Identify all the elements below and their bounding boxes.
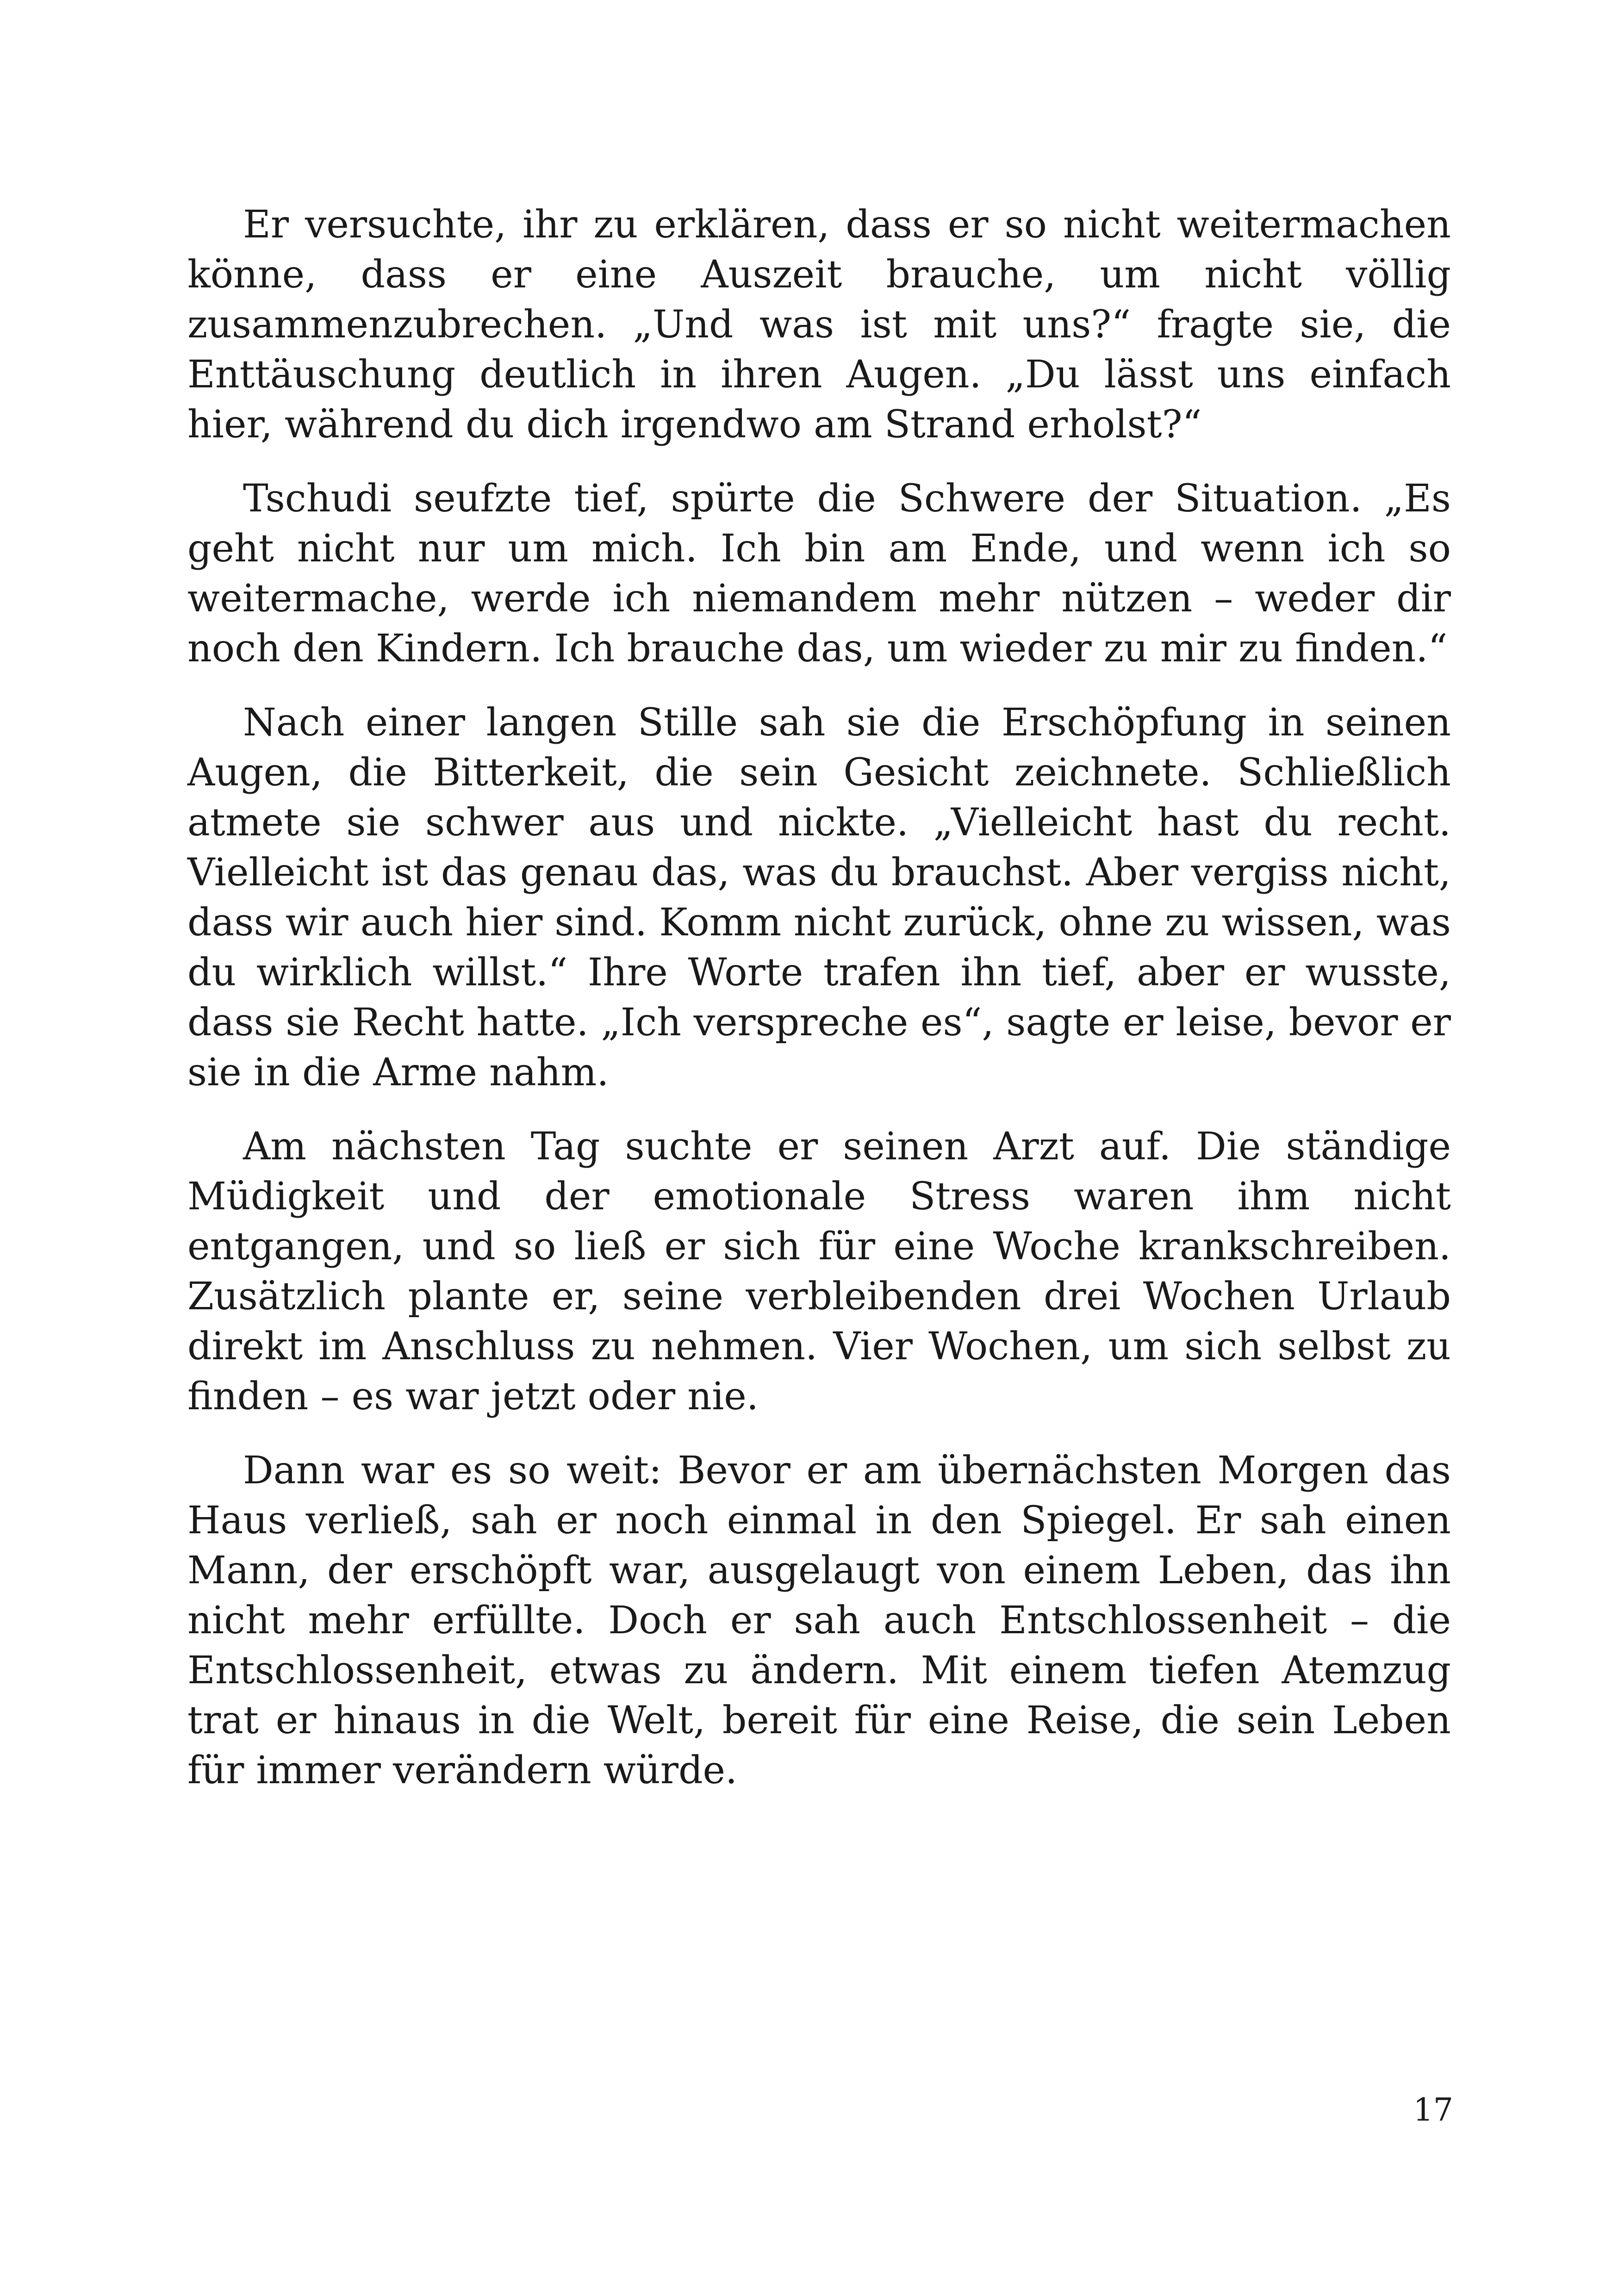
page-number: 17 <box>1413 2092 1453 2128</box>
paragraph-1: Er versuchte, ihr zu erklären, dass er so nicht weitermachen könne, dass er eine Auszeit brauche, um nicht völlig zusammenzubrechen. „Und was ist mit uns?“ fragte sie, die Enttäuschung deutlich in ihren Augen. „Du lässt uns einfach hier, während du dich irgendwo am Strand erholst?“ <box>187 203 1451 447</box>
paragraph-5: Dann war es so weit: Bevor er am übernächsten Morgen das Haus verließ, sah er noch einmal in den Spiegel. Er sah einen Mann, der erschöpft war, ausgelaugt von einem Leben, das ihn nicht mehr erfüllte. Doch er sah auch Entschlossenheit – die Entschlossenheit, etwas zu ändern. Mit einem tiefen Atemzug trat er hinaus in die Welt, bereit für eine Reise, die sein Leben für immer verändern würde. <box>187 1449 1451 1792</box>
body-text <box>187 200 1451 1820</box>
paragraph-4: Am nächsten Tag suchte er seinen Arzt auf. Die ständige Müdigkeit und der emotionale Stress waren ihm nicht entgangen, und so ließ er sich für eine Woche krankschreiben. Zusätzlich plante er, seine verbleibenden drei Wochen Urlaub direkt im Anschluss zu nehmen. Vier Wochen, um sich selbst zu finden – es war jetzt oder nie. <box>187 1125 1451 1419</box>
paragraph-2: Tschudi seufzte tief, spürte die Schwere der Situation. „Es geht nicht nur um mich. Ich bin am Ende, und wenn ich so weitermache, werde ich niemandem mehr nützen – weder dir noch den Kindern. Ich brauche das, um wieder zu mir zu finden.“ <box>187 477 1451 671</box>
paragraph-3: Nach einer langen Stille sah sie die Erschöpfung in seinen Augen, die Bitterkeit, die sein Gesicht zeichnete. Schließlich atmete sie schwer aus und nickte. „Vielleicht hast du recht. Vielleicht ist das genau das, was du brauchst. Aber vergiss nicht, dass wir auch hier sind. Komm nicht zurück, ohne zu wissen, was du wirklich willst.“ Ihre Worte trafen ihn tief, aber er wusste, dass sie Recht hatte. „Ich verspreche es“, sagte er leise, bevor er sie in die Arme nahm. <box>187 701 1451 1095</box>
